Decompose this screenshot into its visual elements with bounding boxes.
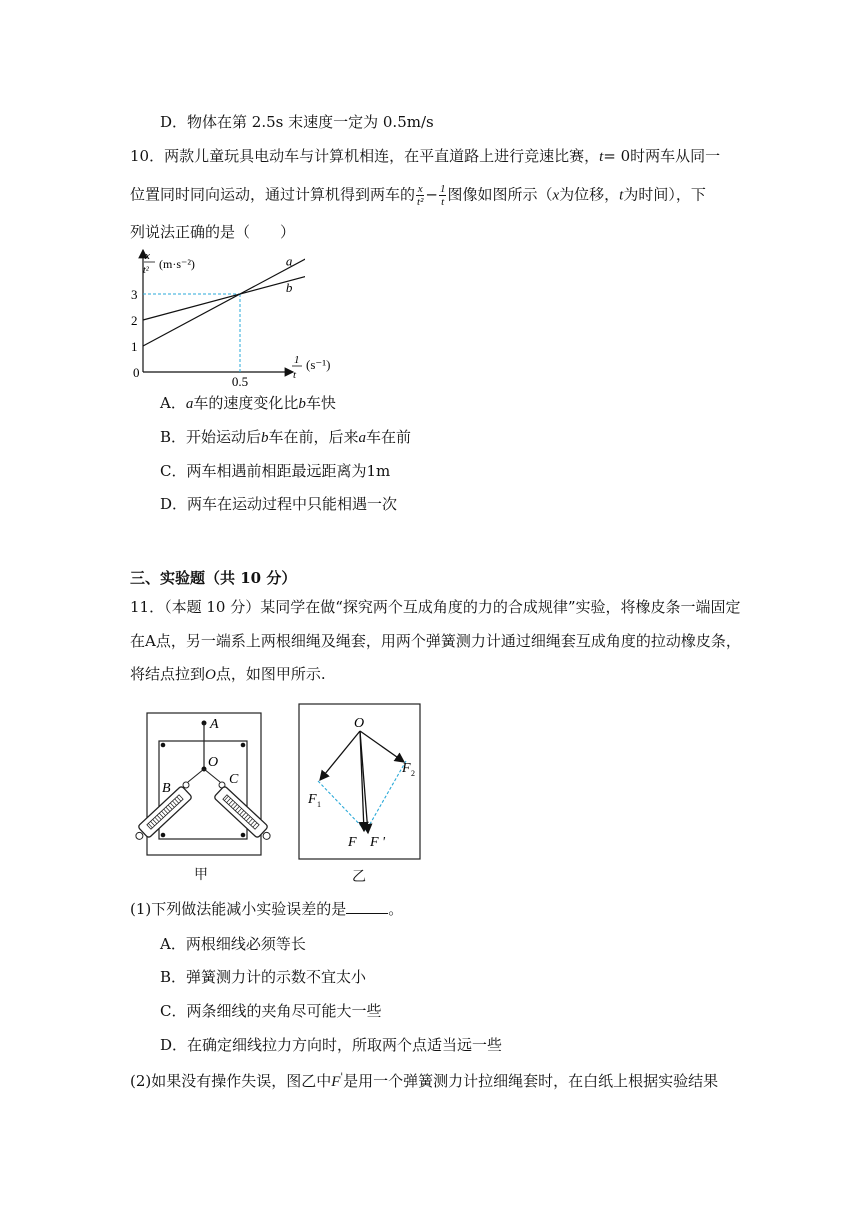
label-F2: F <box>402 761 411 776</box>
frac-den: t² <box>417 196 424 208</box>
series-label-a: a <box>285 253 293 269</box>
frac-num: 1 <box>439 183 446 195</box>
parallelogram-side <box>366 761 406 831</box>
prime-mark: ' <box>340 1072 344 1083</box>
q10-var-t: t <box>599 149 604 165</box>
force-F2-arrow <box>360 731 404 762</box>
frac-num: x <box>417 183 423 195</box>
sub2-text: 是用一个弹簧测力计拉细绳套时，在白纸上根据实验结果 <box>343 1072 719 1090</box>
q10-option-b <box>160 427 411 448</box>
sub1-stem <box>130 899 403 919</box>
ylabel-unit: (m·s⁻²) <box>159 257 195 271</box>
q10-text: 位置同时同向运动，通过计算机得到两车的 <box>130 185 416 204</box>
y-tick-label: 3 <box>131 287 138 302</box>
q11-text: 将结点拉到 <box>130 665 206 683</box>
opt-text: 车的速度变化比 <box>193 394 299 412</box>
label-A: A <box>210 717 219 732</box>
force-F1-arrow <box>320 731 360 780</box>
sub1-option-d: D．在确定细线拉力方向时，所取两个点适当远一些 <box>160 1036 503 1054</box>
xlabel-den: t <box>293 369 297 381</box>
label-F1-sub: 1 <box>317 800 321 809</box>
q10-graph <box>125 245 305 390</box>
label-O: O <box>354 716 365 731</box>
q11-text: 点，如图甲所示. <box>215 665 326 683</box>
q10-option-d: D．两车在运动过程中只能相遇一次 <box>160 495 398 513</box>
var-b: b <box>261 430 269 446</box>
q11-line2: 在A点，另一端系上两根细绳及绳套，用两个弹簧测力计通过细绳套互成角度的拉动橡皮条， <box>130 632 741 650</box>
var-b: b <box>298 396 306 412</box>
q10-stem-line1 <box>130 146 720 167</box>
xlabel-num: 1 <box>294 354 300 366</box>
series-line-b <box>143 276 305 320</box>
label-O: O <box>208 755 219 770</box>
sub1-text: (1)下列做法能减小实验误差的是 <box>130 900 347 918</box>
sub1-option-a: A．两根细线必须等长 <box>160 935 306 953</box>
answer-blank[interactable] <box>346 899 388 914</box>
label-F1: F <box>308 792 317 807</box>
q10-option-c: C．两车相遇前相距最远距离为1m <box>160 462 391 480</box>
q10-stem-line2 <box>130 183 706 208</box>
var-t: t <box>619 187 624 204</box>
frac-den: t <box>441 196 445 208</box>
var-a: a <box>185 396 194 412</box>
opt-text: A． <box>160 394 186 412</box>
label-F2-sub: 2 <box>411 769 415 778</box>
series-label-b: b <box>285 279 293 295</box>
q10-option-a <box>160 393 336 414</box>
var-a: a <box>358 430 367 446</box>
q10-text: 为位移， <box>559 185 620 204</box>
q9-option-d: D．物体在第 2.5s 末速度一定为 0.5m/s <box>160 113 434 131</box>
q10-text: 图像如图所示（ <box>447 185 553 204</box>
q10-text: 为时间），下 <box>623 185 706 204</box>
section-title: 三、实验题（共 10 分） <box>130 569 297 587</box>
opt-text: 车快 <box>305 394 336 412</box>
q10-stem-line3: 列说法正确的是（ ） <box>130 223 296 241</box>
opt-text: 车在前，后来 <box>268 428 359 446</box>
label-C: C <box>229 772 239 787</box>
sub2-stem <box>130 1068 718 1092</box>
x-tick-label: 0.5 <box>231 374 249 389</box>
origin-label: 0 <box>133 365 140 380</box>
parallelogram-side <box>318 781 366 831</box>
figure-yi <box>298 701 423 861</box>
y-tick-label: 1 <box>131 339 138 354</box>
fraction-x-over-t2 <box>416 183 424 208</box>
figure-jia <box>132 706 272 856</box>
var-F: F <box>331 1074 341 1090</box>
label-B: B <box>162 781 171 796</box>
ylabel-num: x <box>145 250 150 262</box>
xlabel-unit-text: (s⁻¹) <box>306 357 331 372</box>
q10-text: = 0时两车从同一 <box>603 147 721 165</box>
q11-line3 <box>130 664 326 685</box>
ylabel-den: t² <box>143 265 149 276</box>
caption-jia: 甲 <box>194 867 208 883</box>
label-F-prime: F ' <box>370 835 386 850</box>
var-x: x <box>552 187 560 204</box>
var-O: O <box>205 667 216 683</box>
fraction-1-over-t <box>439 183 447 208</box>
label-F: F <box>348 835 357 850</box>
y-tick-label: 2 <box>131 313 138 328</box>
sub1-option-b: B．弹簧测力计的示数不宜太小 <box>160 968 367 986</box>
caption-yi: 乙 <box>352 869 366 885</box>
sub2-text: (2)如果没有操作失误，图乙中 <box>130 1072 332 1090</box>
opt-text: 车在前 <box>366 428 412 446</box>
sub1-option-c: C．两条细线的夹角尽可能大一些 <box>160 1002 382 1020</box>
q11-line1: 11．（本题 10 分）某同学在做“探究两个互成角度的力的合成规律”实验，将橡皮条一端固定 <box>130 598 741 616</box>
sub1-end: 。 <box>388 900 404 918</box>
opt-text: B．开始运动后 <box>160 428 262 446</box>
q10-text: 10．两款儿童玩具电动车与计算机相连，在平直道路上进行竞速比赛， <box>130 147 600 165</box>
minus-sign: − <box>425 185 438 204</box>
